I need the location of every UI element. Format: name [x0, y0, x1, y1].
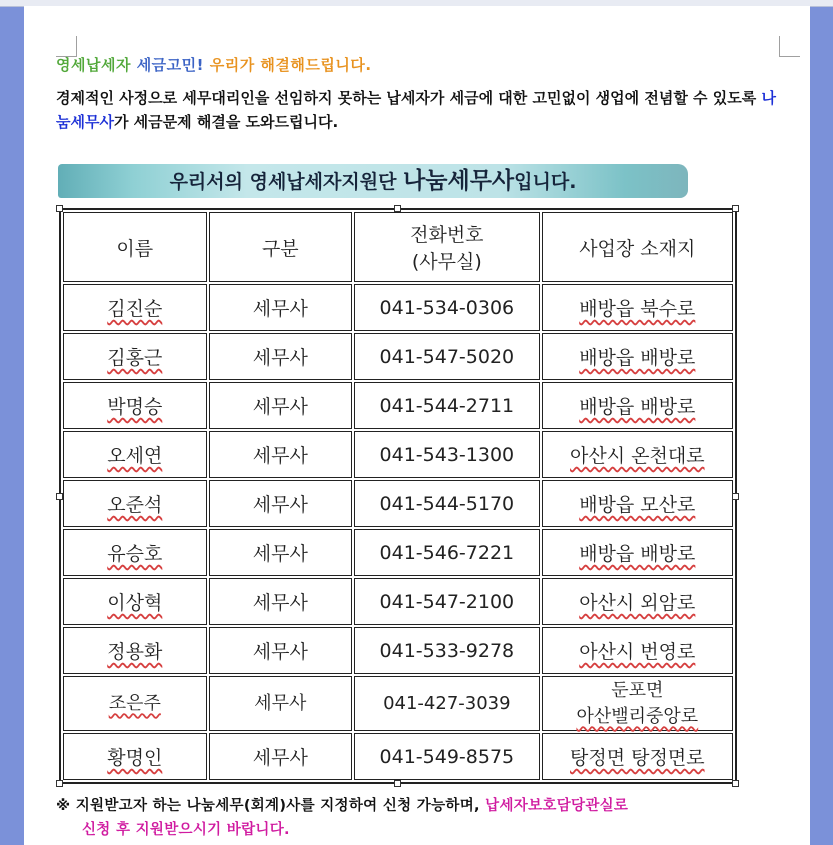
cell-type[interactable]: 세무사 — [209, 284, 353, 331]
cell-phone[interactable]: 041-544-5170 — [354, 480, 540, 527]
header-name: 이름 — [63, 212, 207, 282]
banner-before: 우리서의 영세납세자지원단 — [169, 171, 404, 193]
title-banner — [58, 164, 688, 198]
cell-address[interactable]: 아산시 번영로 — [542, 627, 733, 674]
table-row — [63, 333, 733, 380]
resize-handle[interactable] — [56, 493, 63, 500]
cell-phone[interactable]: 041-547-5020 — [354, 333, 540, 380]
cell-phone[interactable]: 041-547-2100 — [354, 578, 540, 625]
table-row — [63, 382, 733, 429]
table-row — [63, 578, 733, 625]
table-row — [63, 529, 733, 576]
footnote — [56, 794, 786, 842]
document-page — [24, 6, 810, 845]
cell-name[interactable]: 김홍근 — [63, 333, 207, 380]
cell-address[interactable]: 배방읍 북수로 — [542, 284, 733, 331]
note-text: ※ 지원받고자 하는 나눔세무(회계)사를 지정하여 신청 가능하며, — [56, 798, 486, 814]
resize-handle[interactable] — [56, 780, 63, 787]
banner-highlight: 나눔세무사 — [403, 168, 515, 194]
resize-handle[interactable] — [394, 205, 401, 212]
resize-handle[interactable] — [732, 493, 739, 500]
intro-brand: 나눔세무사 — [56, 89, 776, 131]
table-row — [63, 733, 733, 780]
cell-name[interactable]: 오세연 — [63, 431, 207, 478]
cell-address[interactable]: 배방읍 배방로 — [542, 529, 733, 576]
cell-phone[interactable]: 041-543-1300 — [354, 431, 540, 478]
table-row — [63, 480, 733, 527]
headline — [56, 54, 372, 75]
cell-type[interactable]: 세무사 — [209, 431, 353, 478]
cell-address[interactable]: 아산시 온천대로 — [542, 431, 733, 478]
cell-phone[interactable]: 041-427-3039 — [354, 676, 540, 731]
cell-type[interactable]: 세무사 — [209, 578, 353, 625]
cell-address[interactable]: 배방읍 배방로 — [542, 333, 733, 380]
intro-text-before: 경제적인 사정으로 세무대리인을 선임하지 못하는 납세자가 세금에 대한 고민없이 생업에 전념할 수 있도록 — [56, 89, 762, 107]
cell-name[interactable]: 유승호 — [63, 529, 207, 576]
banner-after: 입니다. — [514, 171, 577, 193]
cell-name[interactable]: 이상혁 — [63, 578, 207, 625]
cell-type[interactable]: 세무사 — [209, 529, 353, 576]
headline-part3: 우리가 해결해드립니다. — [209, 56, 372, 74]
intro-paragraph — [56, 86, 778, 134]
cell-name[interactable]: 박명승 — [63, 382, 207, 429]
cell-address[interactable]: 배방읍 모산로 — [542, 480, 733, 527]
cell-phone[interactable]: 041-534-0306 — [354, 284, 540, 331]
headline-part2: 세금고민! — [136, 56, 204, 74]
header-address: 사업장 소재지 — [542, 212, 733, 282]
cell-address[interactable]: 탕정면 탕정면로 — [542, 733, 733, 780]
cell-phone[interactable]: 041-549-8575 — [354, 733, 540, 780]
table-row — [63, 627, 733, 674]
cell-type[interactable]: 세무사 — [209, 382, 353, 429]
cell-type[interactable]: 세무사 — [209, 733, 353, 780]
tax-accountant-table[interactable] — [59, 208, 737, 784]
headline-part1: 영세납세자 — [56, 56, 131, 74]
cell-name[interactable]: 오준석 — [63, 480, 207, 527]
table-row — [63, 431, 733, 478]
resize-handle[interactable] — [732, 205, 739, 212]
cell-phone[interactable]: 041-544-2711 — [354, 382, 540, 429]
intro-text-after: 가 세금문제 해결을 도와드립니다. — [113, 113, 339, 131]
table-row — [63, 284, 733, 331]
cell-address[interactable]: 둔포면 아산밸리중앙로 — [542, 676, 733, 731]
cell-type[interactable]: 세무사 — [209, 676, 353, 731]
cell-type[interactable]: 세무사 — [209, 480, 353, 527]
resize-handle[interactable] — [732, 780, 739, 787]
cell-name[interactable]: 황명인 — [63, 733, 207, 780]
table-header-row — [63, 212, 733, 282]
note-highlight-1: 납세자보호담당관실로 — [485, 798, 629, 814]
cell-name[interactable]: 김진순 — [63, 284, 207, 331]
resize-handle[interactable] — [56, 205, 63, 212]
cell-phone[interactable]: 041-533-9278 — [354, 627, 540, 674]
banner-text — [58, 164, 688, 198]
header-phone: 전화번호 (사무실) — [354, 212, 540, 282]
cell-type[interactable]: 세무사 — [209, 333, 353, 380]
note-highlight-2: 신청 후 지원받으시기 바랍니다. — [82, 822, 290, 838]
resize-handle[interactable] — [394, 780, 401, 787]
cell-name[interactable]: 정용화 — [63, 627, 207, 674]
cell-type[interactable]: 세무사 — [209, 627, 353, 674]
header-type: 구분 — [209, 212, 353, 282]
cell-address[interactable]: 배방읍 배방로 — [542, 382, 733, 429]
cell-name[interactable]: 조은주 — [63, 676, 207, 731]
cell-address[interactable]: 아산시 외암로 — [542, 578, 733, 625]
cell-phone[interactable]: 041-546-7221 — [354, 529, 540, 576]
table-row — [63, 676, 733, 731]
margin-corner-mark — [779, 36, 800, 57]
